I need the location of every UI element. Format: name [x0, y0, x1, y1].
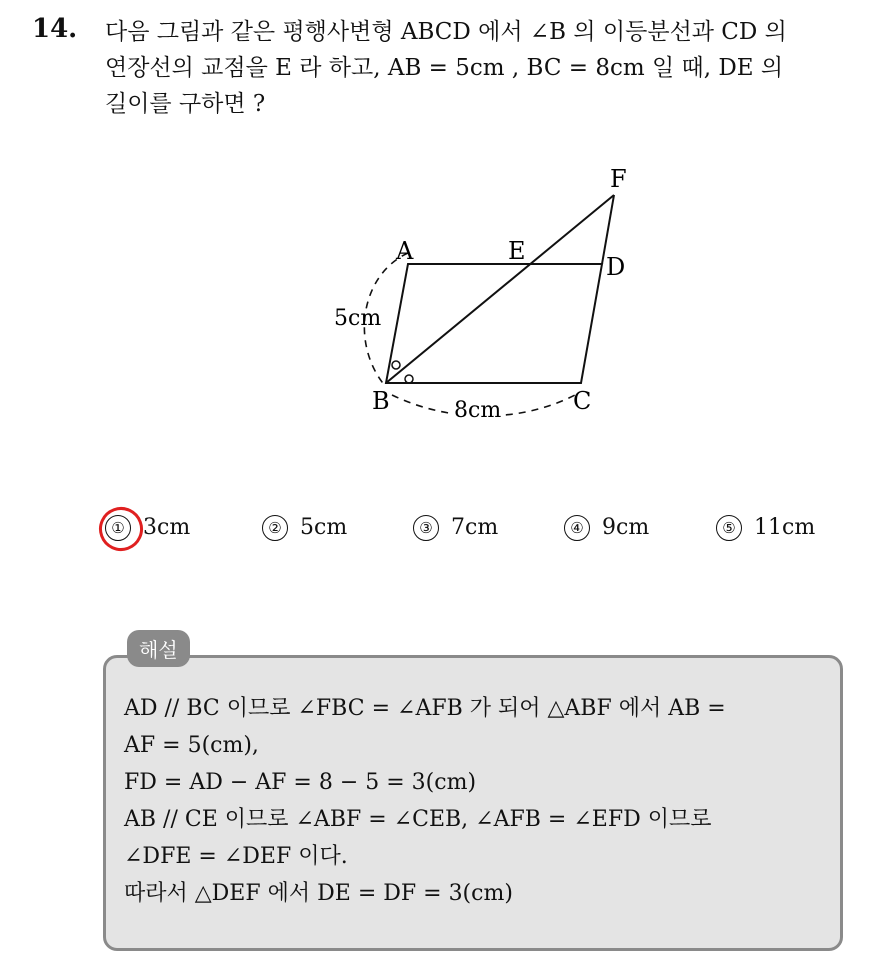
parallelogram-abcd	[386, 264, 602, 383]
angle-mark-1	[392, 361, 400, 369]
label-b: B	[372, 387, 390, 415]
choice-3-number: ③	[413, 515, 439, 541]
explanation-text	[124, 690, 829, 912]
choice-5-number: ⑤	[716, 515, 742, 541]
explanation-line-4: AB // CE 이므로 ∠ABF = ∠CEB, ∠AFB = ∠EFD 이므로	[124, 807, 712, 832]
selected-mark	[93, 501, 149, 557]
choice-1[interactable]	[105, 515, 190, 541]
label-a: A	[396, 237, 414, 265]
question-text	[105, 14, 865, 122]
label-e: E	[508, 237, 526, 265]
choice-4-text: 9cm	[602, 515, 650, 540]
label-f: F	[610, 165, 627, 193]
explanation-line-5: ∠DFE = ∠DEF 이다.	[124, 844, 348, 869]
angle-mark-2	[405, 375, 413, 383]
choice-5-text: 11cm	[754, 515, 816, 540]
bisector-line	[386, 195, 614, 383]
explanation-tag: 해설	[127, 630, 190, 667]
explanation-line-1: AD // BC 이므로 ∠FBC = ∠AFB 가 되어 △ABF 에서 AB =	[124, 696, 726, 721]
explanation-line-2: AF = 5(cm),	[124, 733, 259, 758]
choice-2[interactable]	[262, 515, 347, 541]
figure-svg	[320, 155, 640, 435]
label-c: C	[573, 387, 592, 415]
label-side-ab: 5cm	[334, 306, 382, 331]
label-side-bc: 8cm	[454, 398, 502, 423]
choice-5[interactable]	[716, 515, 815, 541]
choice-1-text: 3cm	[143, 515, 191, 540]
question-line-2: 연장선의 교점을 E 라 하고, AB = 5cm , BC = 8cm 일 때, DE 의	[105, 55, 784, 81]
answer-choices	[105, 515, 865, 555]
explanation-line-6: 따라서 △DEF 에서 DE = DF = 3(cm)	[124, 881, 513, 906]
question-line-3: 길이를 구하면 ?	[105, 91, 266, 117]
question-number: 14.	[32, 14, 78, 44]
choice-4[interactable]	[564, 515, 649, 541]
choice-3[interactable]	[413, 515, 498, 541]
label-d: D	[606, 253, 626, 281]
choice-2-number: ②	[262, 515, 288, 541]
choice-1-number: ①	[105, 515, 131, 541]
choice-2-text: 5cm	[300, 515, 348, 540]
explanation-line-3: FD = AD − AF = 8 − 5 = 3(cm)	[124, 770, 477, 795]
choice-3-text: 7cm	[451, 515, 499, 540]
choice-4-number: ④	[564, 515, 590, 541]
parallelogram-figure	[320, 155, 640, 435]
question-line-1: 다음 그림과 같은 평행사변형 ABCD 에서 ∠B 의 이등분선과 CD 의	[105, 19, 787, 45]
